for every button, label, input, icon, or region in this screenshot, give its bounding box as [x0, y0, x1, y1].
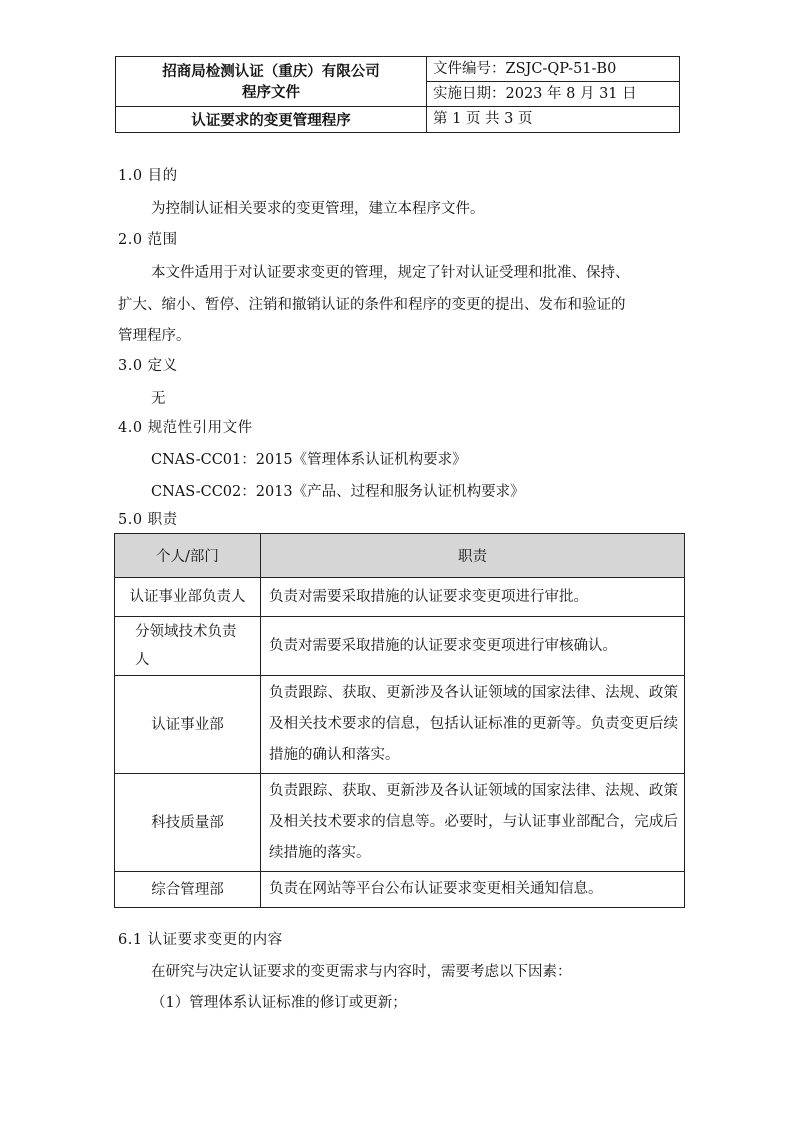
reference-2: CNAS-CC02：2013《产品、过程和服务认证机构要求》: [151, 484, 525, 500]
section-2-line-3: 管理程序。: [118, 328, 191, 344]
column-header-who: 个人/部门: [115, 534, 261, 578]
table-row: [115, 578, 685, 617]
section-2-title: 2.0 范围: [118, 232, 178, 248]
doc-type: 程序文件: [242, 83, 300, 101]
row-duty: 负责跟踪、获取、更新涉及各认证领域的国家法律、法规、政策及相关技术要求的信息，包括认证标准的更新等。负责变更后续措施的确认和落实。: [261, 676, 685, 774]
table-header-row: [115, 534, 685, 578]
section-1-body: 为控制认证相关要求的变更管理，建立本程序文件。: [151, 201, 485, 217]
table-row: [115, 872, 685, 908]
row-who: 科技质量部: [115, 774, 261, 872]
section-5-title: 5.0 职责: [118, 512, 178, 528]
row-duty: 负责在网站等平台公布认证要求变更相关通知信息。: [261, 872, 685, 908]
row-duty: 负责跟踪、获取、更新涉及各认证领域的国家法律、法规、政策及相关技术要求的信息等。必要时，与认证事业部配合，完成后续措施的落实。: [261, 774, 685, 872]
section-6-1-body: 在研究与决定认证要求的变更需求与内容时，需要考虑以下因素：: [151, 964, 572, 980]
column-header-duty: 职责: [261, 534, 685, 578]
row-who: 分领域技术负责人: [115, 617, 261, 676]
row-who: 综合管理部: [115, 872, 261, 908]
table-row: [115, 676, 685, 774]
table-row: [115, 617, 685, 676]
implementation-date: 实施日期：2023 年 8 月 31 日: [427, 82, 680, 107]
row-who: 认证事业部: [115, 676, 261, 774]
page-info: 第 1 页 共 3 页: [427, 107, 680, 133]
company-cell: [116, 57, 427, 107]
section-2-line-1: 本文件适用于对认证要求变更的管理，规定了针对认证受理和批准、保持、: [151, 265, 630, 281]
header-table: [115, 56, 680, 133]
section-6-1-item-1: （1）管理体系认证标准的修订或更新；: [151, 995, 407, 1011]
responsibility-table: [114, 533, 685, 908]
section-2-line-2: 扩大、缩小、暂停、注销和撤销认证的条件和程序的变更的提出、发布和验证的: [118, 297, 626, 313]
section-3-body: 无: [151, 391, 166, 407]
section-4-title: 4.0 规范性引用文件: [118, 420, 253, 436]
company-name: 招商局检测认证（重庆）有限公司: [162, 62, 380, 80]
document-title: 认证要求的变更管理程序: [116, 107, 427, 133]
row-duty: 负责对需要采取措施的认证要求变更项进行审批。: [261, 578, 685, 617]
section-1-title: 1.0 目的: [118, 168, 178, 184]
reference-1: CNAS-CC01：2015《管理体系认证机构要求》: [151, 452, 467, 468]
table-row: [115, 774, 685, 872]
row-who: 认证事业部负责人: [115, 578, 261, 617]
doc-number: 文件编号：ZSJC-QP-51-B0: [427, 57, 680, 82]
section-3-title: 3.0 定义: [118, 358, 178, 374]
section-6-1-title: 6.1 认证要求变更的内容: [118, 932, 283, 948]
row-duty: 负责对需要采取措施的认证要求变更项进行审核确认。: [261, 617, 685, 676]
